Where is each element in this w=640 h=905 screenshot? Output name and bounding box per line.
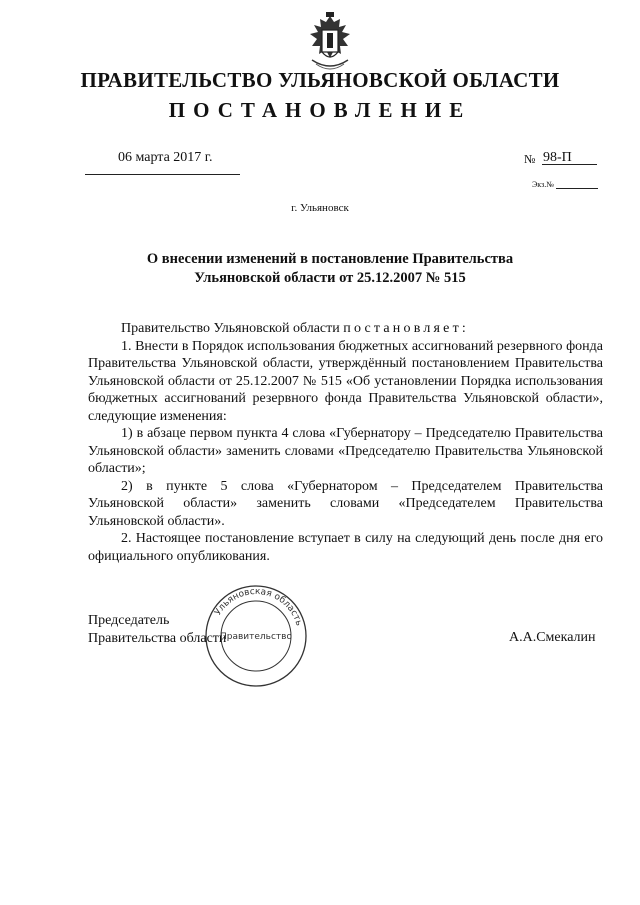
document-type: ПОСТАНОВЛЕНИЕ	[168, 98, 472, 122]
document-title	[110, 250, 550, 288]
paragraph-1-item-1: 1) в абзаце первом пункта 4 слова «Губернатору – Председателю Правительства Ульяновской области» заменить словами «Председателю Правительства Ульяновской области»;	[88, 426, 603, 476]
signatory-title-line-1: Председатель	[88, 613, 170, 628]
copy-number-label: Экз.№	[532, 180, 554, 189]
intro-paragraph	[88, 320, 603, 338]
copy-number-underline	[556, 188, 598, 189]
number-underline	[542, 164, 597, 165]
paragraph-2: 2. Настоящее постановление вступает в силу на следующий день после дня его официального опубликования.	[88, 531, 603, 564]
organization-title: ПРАВИТЕЛЬСТВО УЛЬЯНОВСКОЙ ОБЛАСТИ	[80, 68, 560, 92]
document-number: 98-П	[543, 150, 572, 165]
city: г. Ульяновск	[291, 202, 349, 214]
signatory-title	[88, 612, 226, 648]
seal-ring-text: Ульяновская область	[213, 586, 304, 628]
paragraph-1: 1. Внести в Порядок использования бюджетных ассигнований резервного фонда Правительства Ульяновской области, утверждённый постановлением Правительства Ульяновской области от 25.12.2007 № 515 «Об установлении Порядка использования бюджетных ассигнований резервного фонда Правительства Ульяновской области», следующие изменения:	[88, 338, 603, 424]
title-line-2: Ульяновской области от 25.12.2007 № 515	[194, 270, 466, 286]
document-date: 06 марта 2017 г.	[118, 150, 213, 165]
date-underline	[85, 174, 240, 175]
svg-text:Ульяновская область	[213, 587, 303, 627]
number-label: №	[524, 152, 536, 166]
document-body	[88, 320, 603, 565]
paragraph-1-item-2: 2) в пункте 5 слова «Губернатором – Председателем Правительства Ульяновской области» заменить словами «Председателем Правительства Ульяновской области».	[88, 478, 603, 529]
title-line-1: О внесении изменений в постановление Правительства	[146, 251, 514, 267]
coat-of-arms-emblem	[300, 10, 360, 74]
signatory-name: А.А.Смекалин	[509, 630, 596, 645]
intro-subject: Правительство Ульяновской области	[121, 321, 340, 336]
intro-verb: постановляет:	[343, 321, 469, 336]
seal-center-text: Правительство	[220, 632, 292, 642]
signatory-title-line-2: Правительства области	[88, 631, 227, 646]
